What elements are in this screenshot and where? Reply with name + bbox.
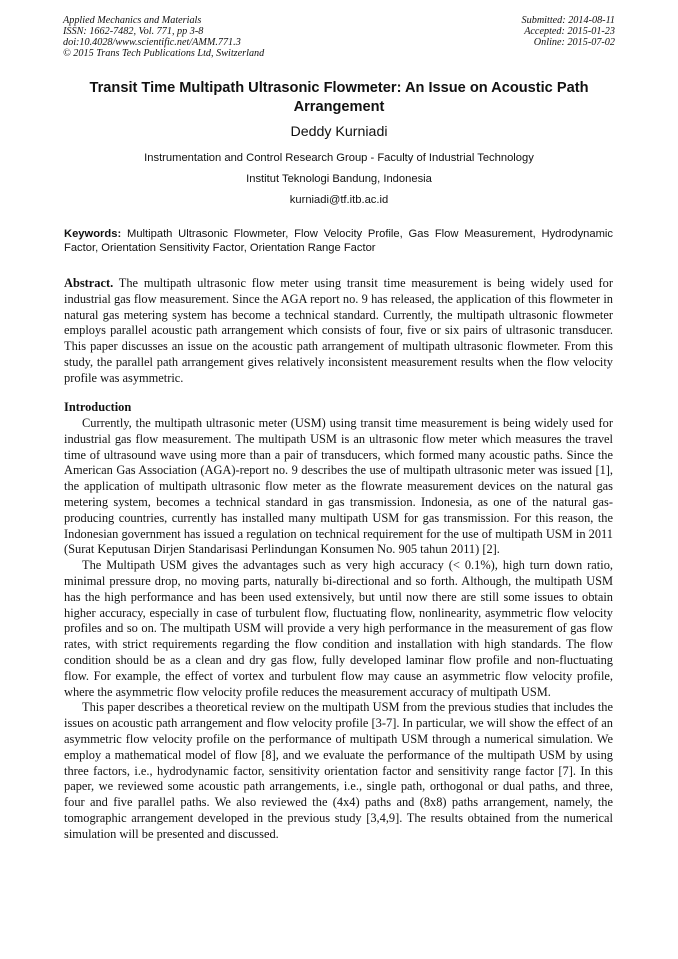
abstract — [64, 276, 613, 387]
publication-dates — [522, 15, 615, 48]
affiliation-institution: Institut Teknologi Bandung, Indonesia — [246, 173, 432, 185]
affiliation-group: Instrumentation and Control Research Group - Faculty of Industrial Technology — [144, 152, 534, 164]
introduction-body — [64, 416, 613, 843]
author-email: kurniadi@tf.itb.ac.id — [289, 194, 389, 206]
keywords — [64, 227, 613, 256]
submitted-date: Submitted: 2014-08-11 — [521, 15, 615, 26]
introduction-heading: Introduction — [64, 400, 132, 414]
doi-line: doi:10.4028/www.scientific.net/AMM.771.3 — [63, 37, 241, 48]
abstract-text: The multipath ultrasonic flow meter using transit time measurement is being widely used for industrial gas flow measurement. Since the AGA report no. 9 has released, the application of this flowmeter in natural gas metering system has become a technical standard. Currently, the multipath ultrasonic flowmeter employs parallel acoustic path arrangement which consists of four, five or six pairs of ultrasonic transducer. This paper discusses an issue on the acoustic path arrangement of multipath ultrasonic flowmeter. From this study, the parallel path arrangement gives relatively inconsistent measurement results when the flow velocity profile was asymmetric. — [64, 276, 613, 385]
intro-paragraph: This paper describes a theoretical review on the multipath USM from the previous studies that includes the issues on acoustic path arrangement and flow velocity profile [3-7]. In particular, we will show the effect of an asymmetric flow velocity profile on the performance of multipath USM through a numerical simulation. We employ a mathematical model of flow [8], and we evaluate the performance of the multipath USM by using three factors, i.e., hydrodynamic factor, sensitivity orientation factor and sensitivity range factor [7]. In this paper, we reviewed some acoustic path arrangements, i.e., single path, orthogonal or dual paths, and three, four and five parallel paths. We also reviewed the (4x4) paths and (8x8) paths arrangement, namely, the tomographic arrangement developed in the previous study [3,4,9]. The results obtained from the numerical simulation will be presented and discussed. — [64, 700, 613, 841]
intro-paragraph: Currently, the multipath ultrasonic meter (USM) using transit time measurement is being widely used for industrial gas flow measurement. The multipath USM is an ultrasonic flow meter which measures the travel time of ultrasound wave using more than a pair of transducers, which formed many acoustic paths. Since the American Gas Association (AGA)-report no. 9 describes the use of multipath ultrasonic meter was issued [1], the application of multipath ultrasonic flow meter as the flowrate measurement devices on the natural gas metering system, becomes a technical standard in gas transmission. Indonesia, as one of the natural gas-producing countries, currently has installed many multipath USM for gas transmission. For this reason, the Indonesian government has issued a regulation on technical requirement for the use of multipath USM in 2011 (Surat Keputusan Dirjen Standarisasi Perlindungan Konsumen No. 905 tahun 2011) [2]. — [64, 416, 613, 557]
intro-paragraph: The Multipath USM gives the advantages such as very high accuracy (< 0.1%), high turn down ratio, minimal pressure drop, no moving parts, naturally bi-directional and so forth. Although, the multipath USM has the high performance and has been used extensively, but until now there are still some issues to obtain higher accuracy, especially in case of turbulent flow, fluctuating flow, nonlinearity, asymmetric flow velocity profiles and so on. The multipath USM will provide a very high performance in the measurement of gas flow rates, with strict requirements regarding the flow condition and installation with high standards. The flow condition should be as a clean and dry gas flow, fully developed laminar flow profile and non-fluctuating flow. For example, the effect of vortex and turbulent flow may cause an asymmetric flow velocity profile, where the asymmetric flow velocity profile reduces the measurement accuracy of multipath USM. — [64, 558, 613, 699]
journal-info — [63, 15, 264, 59]
online-date: Online: 2015-07-02 — [533, 37, 615, 48]
paper-title: Transit Time Multipath Ultrasonic Flowmeter: An Issue on Acoustic Path Arrangement — [89, 80, 589, 115]
keywords-text: Multipath Ultrasonic Flowmeter, Flow Velocity Profile, Gas Flow Measurement, Hydrodynamic Factor, Orientation Sensitivity Factor, Orientation Range Factor — [64, 228, 614, 255]
abstract-label: Abstract. — [64, 276, 114, 290]
journal-name: Applied Mechanics and Materials — [63, 15, 202, 26]
author-name: Deddy Kurniadi — [290, 124, 388, 140]
copyright-line: © 2015 Trans Tech Publications Ltd, Switzerland — [63, 48, 265, 59]
keywords-label: Keywords: — [64, 228, 122, 240]
accepted-date: Accepted: 2015-01-23 — [524, 26, 615, 37]
issn-line: ISSN: 1662-7482, Vol. 771, pp 3-8 — [63, 26, 204, 37]
